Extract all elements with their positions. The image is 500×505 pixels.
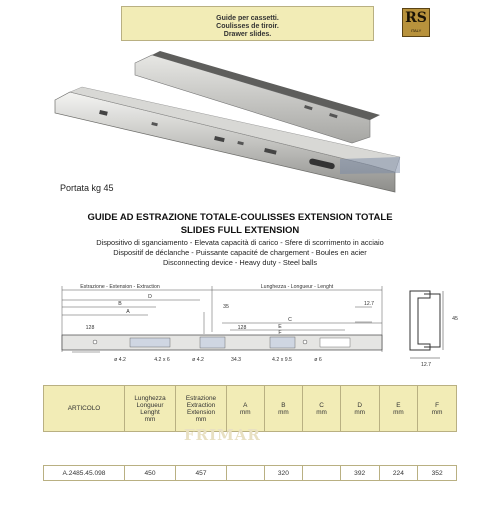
cell-a — [227, 466, 265, 481]
col-d — [340, 386, 379, 432]
cell-c — [303, 466, 341, 481]
dim-c: C — [288, 317, 292, 323]
dim-45: 45 — [452, 316, 458, 322]
dim-12-7-top: 12.7 — [363, 301, 375, 307]
feature-desc-en: Disconnecting device - Heavy duty - Steel balls — [162, 258, 318, 267]
dim-hole-1: ø 4.2 — [114, 357, 126, 363]
col-b — [264, 386, 303, 432]
dim-12-7-bottom: 12.7 — [420, 362, 432, 368]
hdr-b: B — [281, 401, 286, 409]
hdr-ext-fr: Extraction — [186, 401, 216, 409]
spec-header-row — [44, 386, 457, 432]
logo-subtitle: ITALY — [410, 28, 422, 33]
dim-128-left: 128 — [85, 325, 95, 331]
brand-logo — [402, 8, 430, 37]
hdr-length-fr: Longueur — [136, 401, 164, 409]
feature-desc-fr: Dispositif de déclanche - Puissante capacité de chargement - Boules en acier — [113, 248, 367, 257]
hdr-ext-en: Extension — [186, 408, 216, 416]
dim-hole-4: 34.3 — [230, 357, 242, 363]
technical-drawing — [0, 272, 500, 382]
frimar-watermark: FRIMAR — [184, 426, 261, 444]
hdr-length-en: Lenght — [140, 408, 160, 416]
cell-length: 450 — [125, 466, 176, 481]
load-capacity: Portata kg 45 — [60, 183, 114, 193]
col-length — [125, 386, 176, 432]
col-a — [227, 386, 265, 432]
hdr-c-unit: mm — [316, 408, 327, 416]
hdr-f: F — [435, 401, 440, 409]
hdr-d: D — [357, 401, 362, 409]
header-line-it: Guide per cassetti. — [216, 15, 279, 22]
hdr-b-unit: mm — [278, 408, 289, 416]
cell-e: 224 — [379, 466, 418, 481]
col-e — [379, 386, 418, 432]
product-photo — [40, 45, 450, 195]
dim-35: 35 — [223, 304, 229, 310]
col-f — [418, 386, 457, 432]
cell-f: 352 — [418, 466, 457, 481]
header-line-fr: Coulisses de tiroir. — [216, 23, 279, 30]
cell-article: A.2485.45.098 — [44, 466, 125, 481]
cell-d: 392 — [340, 466, 379, 481]
dim-length: Lunghezza - Longueur - Lenght — [260, 284, 334, 290]
hdr-length-unit: mm — [144, 415, 156, 423]
drawing-slide — [62, 335, 382, 350]
hdr-ext-it: Estrazione — [185, 394, 217, 402]
col-article — [44, 386, 125, 432]
dim-d: D — [148, 294, 152, 300]
dim-hole-2: 4.2 x 6 — [154, 357, 170, 363]
dim-extraction: Estrazione - Extension - Extraction — [80, 284, 160, 290]
hdr-length-it: Lunghezza — [134, 394, 166, 402]
dim-hole-5: 4.2 x 9.5 — [272, 357, 292, 363]
product-title-line1: GUIDE AD ESTRAZIONE TOTALE-COULISSES EXTENSION TOTALE — [87, 212, 393, 223]
cell-b: 320 — [264, 466, 303, 481]
hdr-d-unit: mm — [354, 408, 365, 416]
dim-128-right: 128 — [237, 325, 247, 331]
hdr-article: ARTICOLO — [67, 405, 101, 412]
cell-extraction: 457 — [176, 466, 227, 481]
dim-hole-3: ø 4.2 — [192, 357, 204, 363]
drawing-profile — [410, 291, 443, 358]
hdr-e-unit: mm — [393, 408, 404, 416]
hdr-ext-unit: mm — [195, 415, 207, 423]
dim-b: B — [118, 301, 122, 307]
col-c — [303, 386, 341, 432]
dim-hole-6: ø 6 — [314, 357, 322, 363]
logo-mark: RS — [405, 10, 427, 26]
hdr-a-unit: mm — [239, 408, 251, 416]
dim-e: E — [278, 324, 282, 330]
product-title-line2: SLIDES FULL EXTENSION — [180, 225, 300, 236]
hdr-c: C — [319, 401, 324, 409]
feature-desc-it: Dispositivo di sganciamento - Elevata capacità di carico - Sfere di scorrimento in acciaio — [96, 238, 384, 247]
header-line-en: Drawer slides. — [223, 31, 272, 38]
hdr-a: A — [243, 401, 248, 409]
hdr-e: E — [396, 401, 401, 409]
header-title-box — [121, 6, 374, 41]
dim-f: F — [278, 330, 282, 336]
spec-data-row — [44, 466, 457, 481]
hdr-f-unit: mm — [431, 408, 443, 416]
col-extraction — [176, 386, 227, 432]
dim-a: A — [126, 309, 130, 315]
